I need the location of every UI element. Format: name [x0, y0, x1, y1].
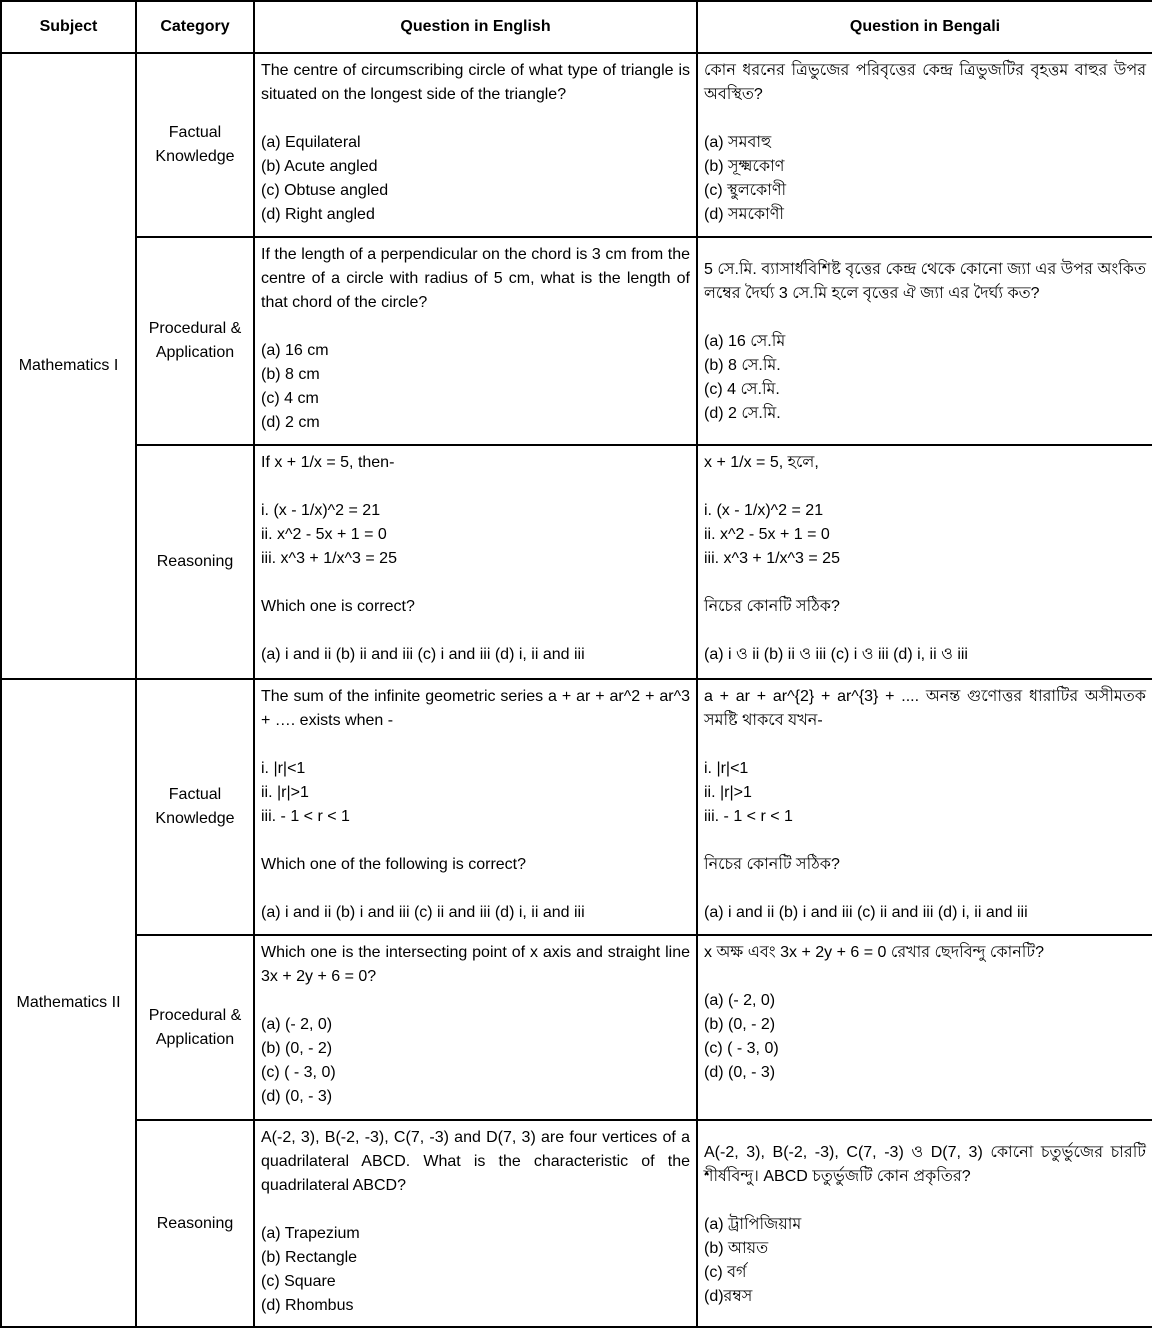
- question-english-cell: [254, 1120, 697, 1327]
- table-row: [1, 1120, 1152, 1327]
- header-subject: Subject: [1, 1, 136, 53]
- category-cell: [136, 1120, 254, 1327]
- table-row: [1, 445, 1152, 679]
- category-cell: [136, 935, 254, 1120]
- question-bengali-cell: [697, 445, 1152, 679]
- question-english-text: If the length of a perpendicular on the chord is 3 cm from the centre of a circle with radius of 5 cm, what is the length of that chord of the circle? (a) 16 cm (b) 8 cm (c) 4 cm (d) 2 cm: [261, 246, 690, 431]
- question-english-text: Which one is the intersecting point of x axis and straight line 3x + 2y + 6 = 0? (a) (- 2, 0) (b) (0, - 2) (c) ( - 3, 0) (d) (0, - 3): [261, 944, 690, 1105]
- category-label: Procedural & Application: [148, 1006, 242, 1048]
- category-label: Factual Knowledge: [155, 124, 235, 165]
- question-bengali-text: A(-2, 3), B(-2, -3), C(7, -3) ও D(7, 3) কোনো চতুর্ভুজের চারটি শীর্ষবিন্দু। ABCD চতুর্ভুজটি কোন প্রকৃতির? (a) ট্রাপিজিয়াম (b) আয়ত (c) বর্গ (d)রম্বস: [704, 1143, 1146, 1305]
- question-bengali-cell: [697, 935, 1152, 1120]
- question-bengali-cell: [697, 53, 1152, 237]
- header-row: [1, 1, 1152, 53]
- table-row: [1, 53, 1152, 237]
- table-row: [1, 935, 1152, 1120]
- category-label: Reasoning: [156, 1214, 234, 1232]
- category-label: Procedural & Application: [148, 320, 242, 361]
- question-bengali-text: x + 1/x = 5, হলে, i. (x - 1/x)^2 = 21 ii. x^2 - 5x + 1 = 0 iii. x^3 + 1/x^3 = 25 নিচের কোনটি সঠিক? (a) i ও ii (b) ii ও iii (c) i ও iii (d) i, ii ও iii: [704, 454, 968, 663]
- table-row: [1, 679, 1152, 935]
- category-cell: [136, 445, 254, 679]
- subject-cell: [1, 53, 136, 679]
- category-label: Reasoning: [156, 553, 234, 570]
- question-english-text: The sum of the infinite geometric series a + ar + ar^2 + ar^3 + …. exists when - i. |r|<1 ii. |r|>1 iii. - 1 < r < 1 Which one of the following is correct? (a) i and ii (b) i and iii (c) ii and iii (d) i, ii and iii: [261, 688, 690, 921]
- category-cell: [136, 237, 254, 445]
- question-english-text: A(-2, 3), B(-2, -3), C(7, -3) and D(7, 3) are four vertices of a quadrilateral ABCD. What is the characteristic of the quadrilateral ABCD? (a) Trapezium (b) Rectangle (c) Square (d) Rhombus: [261, 1129, 690, 1314]
- question-english-cell: [254, 679, 697, 935]
- question-bengali-text: a + ar + ar^{2} + ar^{3} + .... অনন্ত গুণোত্তর ধারাটির অসীমতক সমষ্টি থাকবে যখন- i. |r|<1 ii. |r|>1 iii. - 1 < r < 1 নিচের কোনটি সঠিক? (a) i and ii (b) i and iii (c) ii and iii (d) i, ii and iii: [704, 688, 1146, 921]
- question-bengali-text: x অক্ষ এবং 3x + 2y + 6 = 0 রেখার ছেদবিন্দু কোনটি? (a) (- 2, 0) (b) (0, - 2) (c) ( - 3, 0) (d) (0, - 3): [704, 944, 1044, 1081]
- header-question-english: Question in English: [254, 1, 697, 53]
- subject-label: Mathematics I: [18, 357, 119, 374]
- question-english-cell: [254, 935, 697, 1120]
- question-bengali-cell: [697, 1120, 1152, 1327]
- question-english-cell: [254, 445, 697, 679]
- question-bengali-cell: [697, 237, 1152, 445]
- header-question-bengali: Question in Bengali: [697, 1, 1152, 53]
- subject-cell: [1, 679, 136, 1327]
- table-row: [1, 237, 1152, 445]
- question-bengali-text: কোন ধরনের ত্রিভুজের পরিবৃত্তের কেন্দ্র ত্রিভুজটির বৃহত্তম বাহুর উপর অবস্থিত? (a) সমবাহু (b) সূক্ষ্মকোণ (c) স্থুলকোণী (d) সমকোণী: [704, 62, 1146, 223]
- category-label: Factual Knowledge: [155, 786, 235, 827]
- question-english-text: If x + 1/x = 5, then- i. (x - 1/x)^2 = 21 ii. x^2 - 5x + 1 = 0 iii. x^3 + 1/x^3 = 25 Which one is correct? (a) i and ii (b) ii and iii (c) i and iii (d) i, ii and iii: [261, 454, 585, 663]
- question-english-cell: [254, 237, 697, 445]
- subject-label: Mathematics II: [16, 994, 121, 1011]
- question-english-text: The centre of circumscribing circle of what type of triangle is situated on the longest side of the triangle? (a) Equilateral (b) Acute angled (c) Obtuse angled (d) Right angled: [261, 62, 690, 223]
- question-bengali-cell: [697, 679, 1152, 935]
- question-english-cell: [254, 53, 697, 237]
- question-bengali-text: 5 সে.মি. ব্যাসার্ধবিশিষ্ট বৃত্তের কেন্দ্র থেকে কোনো জ্যা এর উপর অংকিত লম্বের দৈর্ঘ্য 3 সে.মি হলে বৃত্তের ঐ জ্যা এর দৈর্ঘ্য কত? (a) 16 সে.মি (b) 8 সে.মি. (c) 4 সে.মি. (d) 2 সে.মি.: [704, 261, 1146, 422]
- category-cell: [136, 679, 254, 935]
- category-cell: [136, 53, 254, 237]
- header-category: Category: [136, 1, 254, 53]
